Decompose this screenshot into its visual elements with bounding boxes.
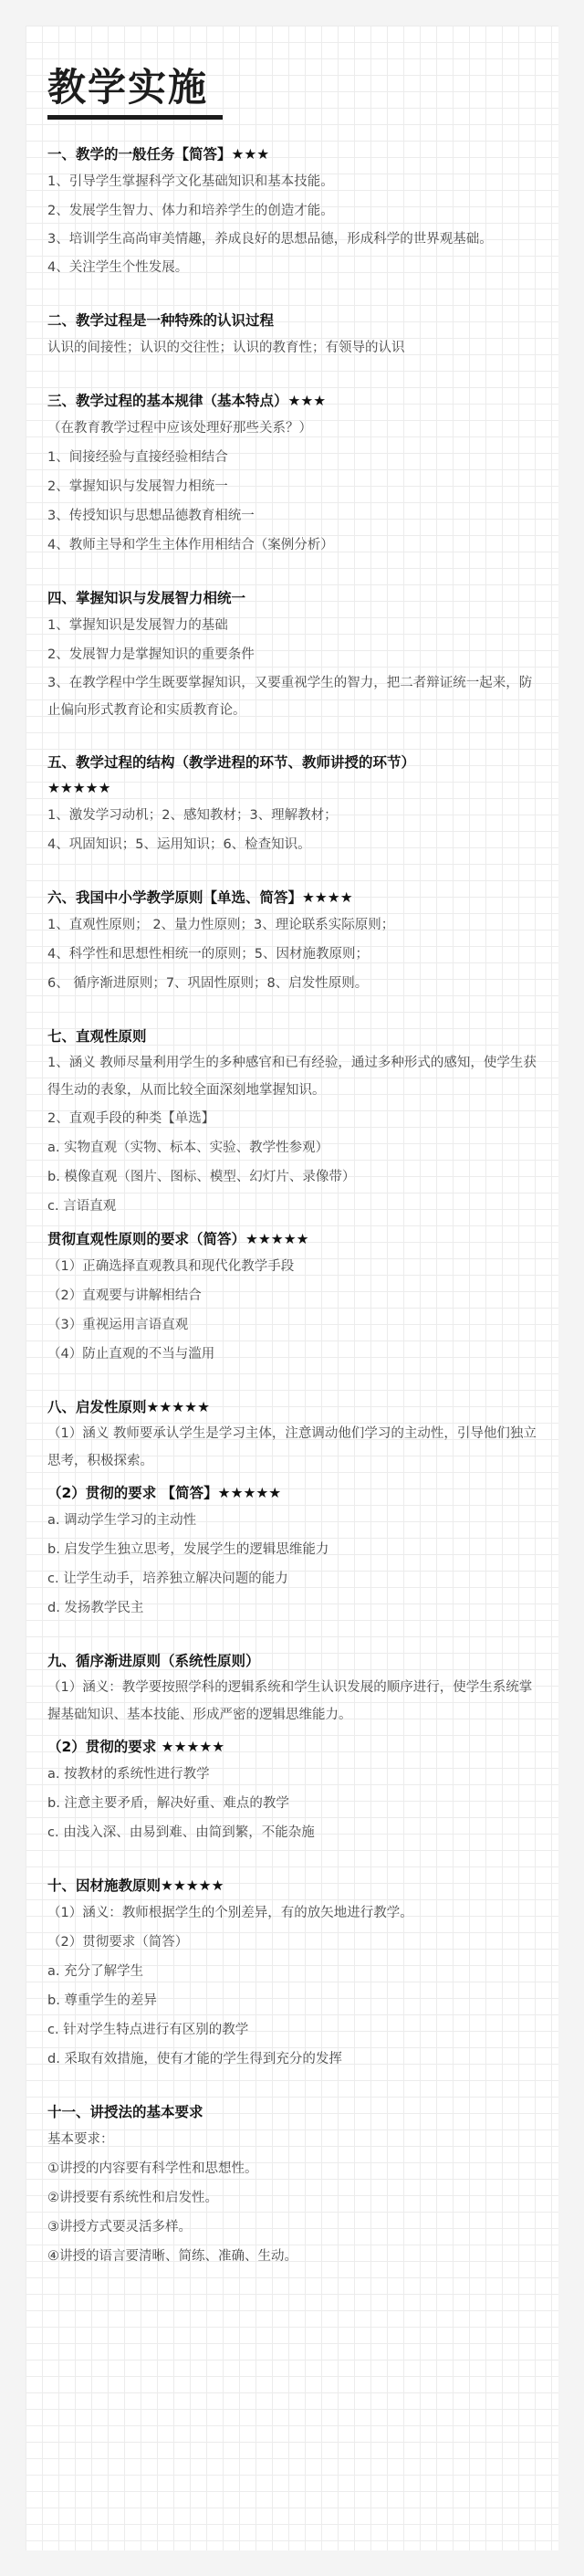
list-item: （2）直观要与讲解相结合 xyxy=(47,1288,202,1303)
section-5 xyxy=(47,750,537,859)
list-item: 3、传授知识与思想品德教育相统一 xyxy=(47,509,255,523)
list-item: ②讲授要有系统性和启发性。 xyxy=(47,2191,218,2205)
section-8 xyxy=(47,1394,537,1623)
list-item: b. 注意主要矛盾，解决好重、难点的教学 xyxy=(47,1796,289,1811)
section-7 xyxy=(47,1024,537,1369)
list-item: ④讲授的语言要清晰、简练、准确、生动。 xyxy=(47,2249,297,2264)
list-item: 2、发展学生智力、体力和培养学生的创造才能。 xyxy=(47,204,334,218)
list-item: 1、激发学习动机；2、感知教材；3、理解教材； xyxy=(47,808,338,823)
list-item: （3）重视运用言语直观 xyxy=(47,1318,189,1332)
list-item: 2、掌握知识与发展智力相统一 xyxy=(47,479,228,494)
list-item: （1）涵义：教学要按照学科的逻辑系统和学生认识发展的顺序进行，使学生系统掌握基础知识、基本技能、形成严密的逻辑思维能力。 xyxy=(47,1680,533,1722)
list-item: b. 尊重学生的差异 xyxy=(47,1993,157,2008)
subsection-heading: （2）贯彻的要求 【简答】★★★★★ xyxy=(47,1485,282,1501)
list-item: 3、在教学程中学生既要掌握知识，又要重视学生的智力，把二者辩证统一起来，防止偏向形式教育论和实质教育论。 xyxy=(47,676,533,718)
list-item: （2）贯彻要求（简答） xyxy=(47,1935,189,1950)
section-heading: 十、因材施教原则★★★★★ xyxy=(47,1877,224,1894)
list-item: d. 采取有效措施，使有才能的学生得到充分的发挥 xyxy=(47,2052,342,2066)
list-item: （1）正确选择直观教具和现代化教学手段 xyxy=(47,1259,295,1274)
list-item: 3、培训学生高尚审美情趣，养成良好的思想品德，形成科学的世界观基础。 xyxy=(47,232,493,247)
section-9 xyxy=(47,1648,537,1847)
page-title: 教学实施 xyxy=(47,65,209,110)
section-4 xyxy=(47,585,537,724)
list-item: b. 模像直观（图片、图标、模型、幻灯片、录像带） xyxy=(47,1170,356,1184)
section-heading: 七、直观性原则 xyxy=(47,1028,147,1045)
section-heading: 九、循序渐进原则（系统性原则） xyxy=(47,1653,260,1669)
list-item: （在教育教学过程中应该处理好那些关系？） xyxy=(47,421,312,436)
document-sheet xyxy=(26,26,558,2550)
section-heading: 八、启发性原则★★★★★ xyxy=(47,1399,210,1415)
list-item: 6、 循序渐进原则；7、巩固性原则；8、启发性原则。 xyxy=(47,976,369,991)
section-heading: 四、掌握知识与发展智力相统一 xyxy=(47,590,246,606)
list-item: c. 言语直观 xyxy=(47,1199,117,1214)
section-1 xyxy=(47,142,537,282)
list-item: 1、直观性原则； 2、量力性原则；3、理论联系实际原则； xyxy=(47,918,395,932)
list-item: 4、教师主导和学生主体作用相结合（案例分析） xyxy=(47,538,334,552)
section-heading: 五、教学过程的结构（教学进程的环节、教师讲授的环节） xyxy=(47,754,416,771)
list-item: c. 让学生动手，培养独立解决问题的能力 xyxy=(47,1572,288,1586)
list-item: 认识的间接性；认识的交往性；认识的教育性；有领导的认识 xyxy=(47,341,405,355)
section-2 xyxy=(47,308,537,363)
list-item: 1、间接经验与直接经验相结合 xyxy=(47,450,228,465)
title-underline xyxy=(47,115,223,120)
list-item: 1、掌握知识是发展智力的基础 xyxy=(47,618,228,633)
section-heading: 十一、讲授法的基本要求 xyxy=(47,2104,203,2120)
section-heading: 三、教学过程的基本规律（基本特点）★★★ xyxy=(47,393,327,409)
list-item: ①讲授的内容要有科学性和思想性。 xyxy=(47,2161,258,2176)
list-item: d. 发扬教学民主 xyxy=(47,1601,144,1615)
list-item: a. 按教材的系统性进行教学 xyxy=(47,1767,210,1782)
list-item: a. 充分了解学生 xyxy=(47,1964,144,1979)
list-item: 4、巩固知识；5、运用知识；6、检查知识。 xyxy=(47,837,311,852)
list-item: 1、引导学生掌握科学文化基础知识和基本技能。 xyxy=(47,174,334,189)
section-heading: 六、我国中小学教学原则【单选、简答】★★★★ xyxy=(47,889,353,906)
list-item: 4、关注学生个性发展。 xyxy=(47,260,189,275)
list-item: c. 由浅入深、由易到难、由简到繁，不能杂施 xyxy=(47,1825,315,1840)
section-10 xyxy=(47,1873,537,2074)
list-item: a. 调动学生学习的主动性 xyxy=(47,1513,197,1528)
section-3 xyxy=(47,388,537,560)
list-item: 2、直观手段的种类【单选】 xyxy=(47,1111,215,1126)
list-item: b. 启发学生独立思考，发展学生的逻辑思维能力 xyxy=(47,1542,329,1557)
subsection-heading: 贯彻直观性原则的要求（简答）★★★★★ xyxy=(47,1231,309,1247)
list-item: 1、涵义 教师尽量利用学生的多种感官和已有经验，通过多种形式的感知，使学生获得生动的表象，从而比较全面深刻地掌握知识。 xyxy=(47,1056,537,1098)
list-item: 4、科学性和思想性相统一的原则；5、因材施教原则； xyxy=(47,947,369,962)
rating-stars: ★★★★★ xyxy=(47,780,111,796)
list-item: （1）涵义 教师要承认学生是学习主体，注意调动他们学习的主动性，引导他们独立思考，积极探索。 xyxy=(47,1426,537,1468)
list-item: （1）涵义：教师根据学生的个别差异，有的放矢地进行教学。 xyxy=(47,1906,413,1920)
section-11 xyxy=(47,2099,537,2271)
section-heading: 一、教学的一般任务【简答】★★★ xyxy=(47,146,270,163)
list-item: c. 针对学生特点进行有区别的教学 xyxy=(47,2023,249,2037)
list-item: ③讲授方式要灵活多样。 xyxy=(47,2220,192,2234)
list-item: 基本要求： xyxy=(47,2132,114,2147)
list-item: 2、发展智力是掌握知识的重要条件 xyxy=(47,647,255,662)
section-6 xyxy=(47,885,537,998)
list-item: （4）防止直观的不当与滥用 xyxy=(47,1347,215,1362)
section-heading: 二、教学过程是一种特殊的认识过程 xyxy=(47,312,275,329)
list-item: a. 实物直观（实物、标本、实验、教学性参观） xyxy=(47,1141,329,1155)
subsection-heading: （2）贯彻的要求 ★★★★★ xyxy=(47,1739,225,1755)
